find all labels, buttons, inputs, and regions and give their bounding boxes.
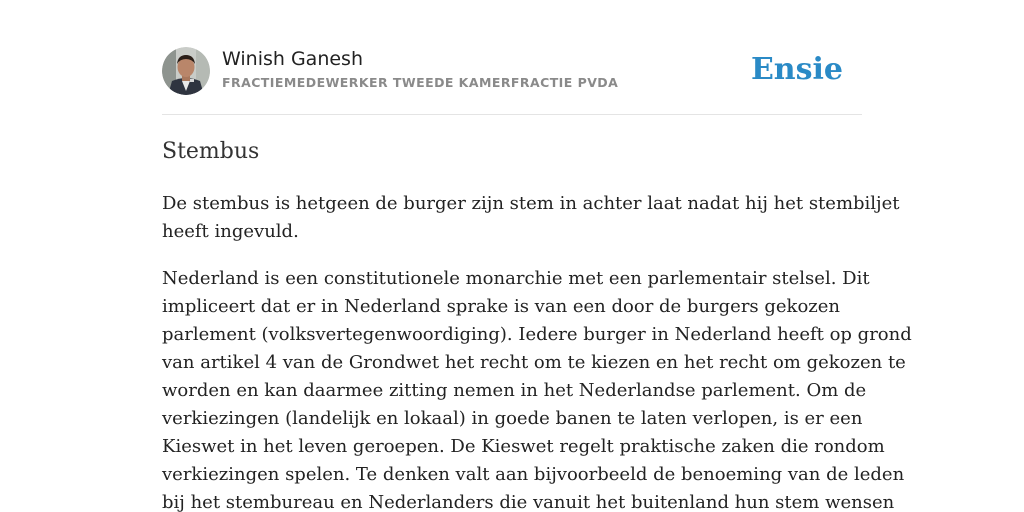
text-line: bij het stembureau en Nederlanders die vanuit het buitenland hun stem wensen [162, 492, 895, 512]
article-body [162, 190, 912, 512]
text-line: worden en kan daarmee zitting nemen in het Nederlandse parlement. Om de [162, 380, 867, 401]
text-line: Nederland is een constitutionele monarchie met een parlementair stelsel. Dit [162, 268, 870, 289]
text-line: heeft ingevuld. [162, 221, 299, 242]
paragraph [162, 190, 900, 246]
text-line: impliceert dat er in Nederland sprake is van een door de burgers gekozen [162, 296, 841, 317]
text-line: Kieswet in het leven geroepen. De Kieswet regelt praktische zaken die rondom [162, 436, 885, 457]
avatar-photo [162, 47, 210, 95]
article-header [162, 46, 862, 115]
author-avatar[interactable] [162, 47, 210, 95]
text-line: van artikel 4 van de Grondwet het recht om te kiezen en het recht om gekozen te [162, 352, 906, 373]
ensie-logo[interactable]: Ensie [750, 52, 843, 87]
author-role: FRACTIEMEDEWERKER TWEEDE KAMERFRACTIE PVDA [222, 75, 619, 90]
article-title: Stembus [162, 139, 260, 164]
text-line: De stembus is hetgeen de burger zijn stem in achter laat nadat hij het stembiljet [162, 193, 900, 214]
author-name[interactable]: Winish Ganesh [222, 48, 363, 70]
text-line: parlement (volksvertegenwoordiging). Iedere burger in Nederland heeft op grond [162, 324, 912, 345]
text-line: verkiezingen (landelijk en lokaal) in goede banen te laten verlopen, is er een [162, 408, 863, 429]
text-line: verkiezingen spelen. Te denken valt aan bijvoorbeeld de benoeming van de leden [162, 464, 905, 485]
paragraph [162, 265, 912, 512]
